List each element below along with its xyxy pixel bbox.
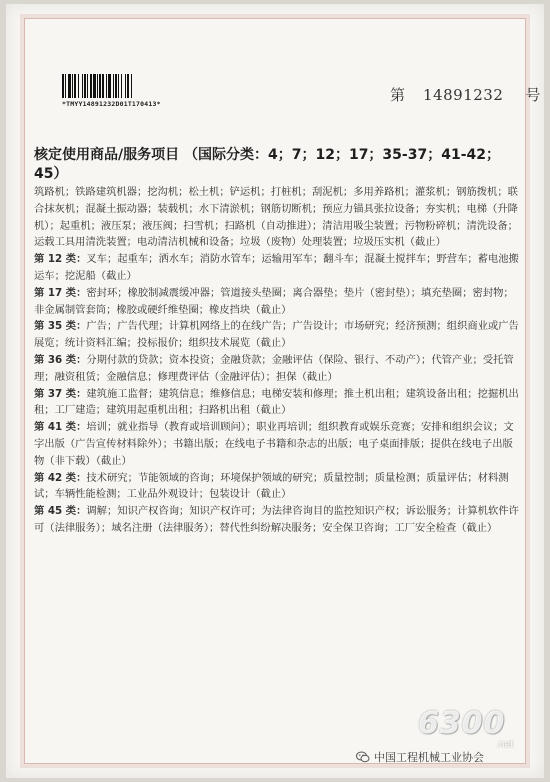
- class-paragraph: [34, 470, 522, 504]
- barcode: [62, 74, 192, 98]
- registration-number: [390, 84, 540, 105]
- reg-prefix: 第: [390, 86, 406, 104]
- reg-suffix: 号: [525, 86, 541, 104]
- class-paragraph: [34, 386, 522, 420]
- class-items: 叉车；起重车；洒水车；消防水管车；运输用军车；翻斗车；混凝土搅拌车；野营车；蓄电池搬运车；挖泥船（截止）: [34, 253, 519, 282]
- class-label: 第 41 类：: [34, 421, 87, 434]
- class-items: 培训；就业指导（教育或培训顾问）；职业再培训；组织教育或娱乐竞赛；安排和组织会议；文字出版（广告宣传材料除外）；书籍出版；在线电子书籍和杂志的出版；电子桌面排版；提供在线电子出版物（非下载）（截止）: [34, 421, 514, 467]
- class-items: 建筑施工监督；建筑信息；维修信息；电梯安装和修理；推土机出租；建筑设备出租；挖掘机出租；工厂建造；建筑用起重机出租；扫路机出租（截止）: [34, 387, 519, 417]
- class-items: 筑路机；铁路建筑机器；挖沟机；松土机；铲运机；打桩机；刮泥机；多用养路机；灌浆机；钢筋拨机；联合抹灰机；混凝土振动器；装载机；水下清淤机；钢筋切断机；预应力锚具张拉设备；夯实机；电梯（升降机）；起重机；液压泵；液压阀；扫雪机；扫路机（自动推进）；清洁用吸尘装置；污物粉碎机；清洗设备；运载工具用清洗装置；电动清洁机械和设备；垃圾（废物）处理装置；垃圾压实机（截止）: [34, 186, 518, 249]
- class-paragraph: [34, 503, 522, 537]
- class-paragraph: [34, 184, 522, 251]
- class-items: 分期付款的贷款；资本投资；金融贷款；金融评估（保险、银行、不动产）；代管产业；受托管理；融资租赁；金融信息；修理费评估（金融评估）；担保（截止）: [34, 353, 514, 383]
- class-paragraph: [34, 419, 522, 469]
- class-label: 第 12 类：: [34, 253, 87, 266]
- class-paragraph: [34, 285, 522, 319]
- goods-services-list: [34, 184, 522, 537]
- class-paragraph: [34, 352, 522, 386]
- page-title: 核定使用商品/服务项目 （国际分类：4；7；12；17；35-37；41-42；45）: [34, 147, 500, 182]
- reg-number: 14891232: [423, 86, 504, 104]
- wechat-icon: [356, 751, 370, 763]
- class-paragraph: [34, 318, 522, 352]
- class-items: 技术研究；节能领域的咨询；环境保护领域的研究；质量控制；质量检测；质量评估；材料测试；车辆性能检测；工业品外观设计；包装设计（截止）: [34, 471, 509, 501]
- class-label: 第 42 类：: [34, 471, 87, 484]
- barcode-text: *TMYY14891232D01T170413*: [62, 100, 161, 108]
- class-label: 第 17 类：: [34, 286, 87, 299]
- class-label: 第 36 类：: [34, 353, 87, 366]
- class-label: 第 37 类：: [34, 387, 87, 400]
- class-items: 调解；知识产权咨询；知识产权许可；为法律咨询目的监控知识产权；诉讼服务；计算机软件许可（法律服务）；域名注册（法律服务）；替代性纠纷解决服务；安全保卫咨询；工厂安全检查（截止）: [34, 505, 519, 534]
- class-paragraph: [34, 251, 522, 285]
- barcode-block: [62, 74, 192, 108]
- watermark-domain: .net: [496, 740, 514, 750]
- org-name: 中国工程机械工业协会: [374, 751, 484, 764]
- watermark-logo: 6300: [418, 706, 506, 741]
- footer-organization: [356, 749, 484, 765]
- class-items: 密封环；橡胶制减震缓冲器；管道接头垫圈；离合器垫；垫片（密封垫）；填充垫圈；密封物；非金属制管套筒；橡胶或硬纤维垫圈；橡皮挡块（截止）: [34, 286, 514, 316]
- class-items: 广告；广告代理；计算机网络上的在线广告；广告设计；市场研究；经济预测；组织商业或广告展览；统计资料汇编；投标报价；组织技术展览（截止）: [34, 320, 519, 350]
- class-label: 第 35 类：: [34, 320, 87, 333]
- class-label: 第 45 类：: [34, 505, 87, 518]
